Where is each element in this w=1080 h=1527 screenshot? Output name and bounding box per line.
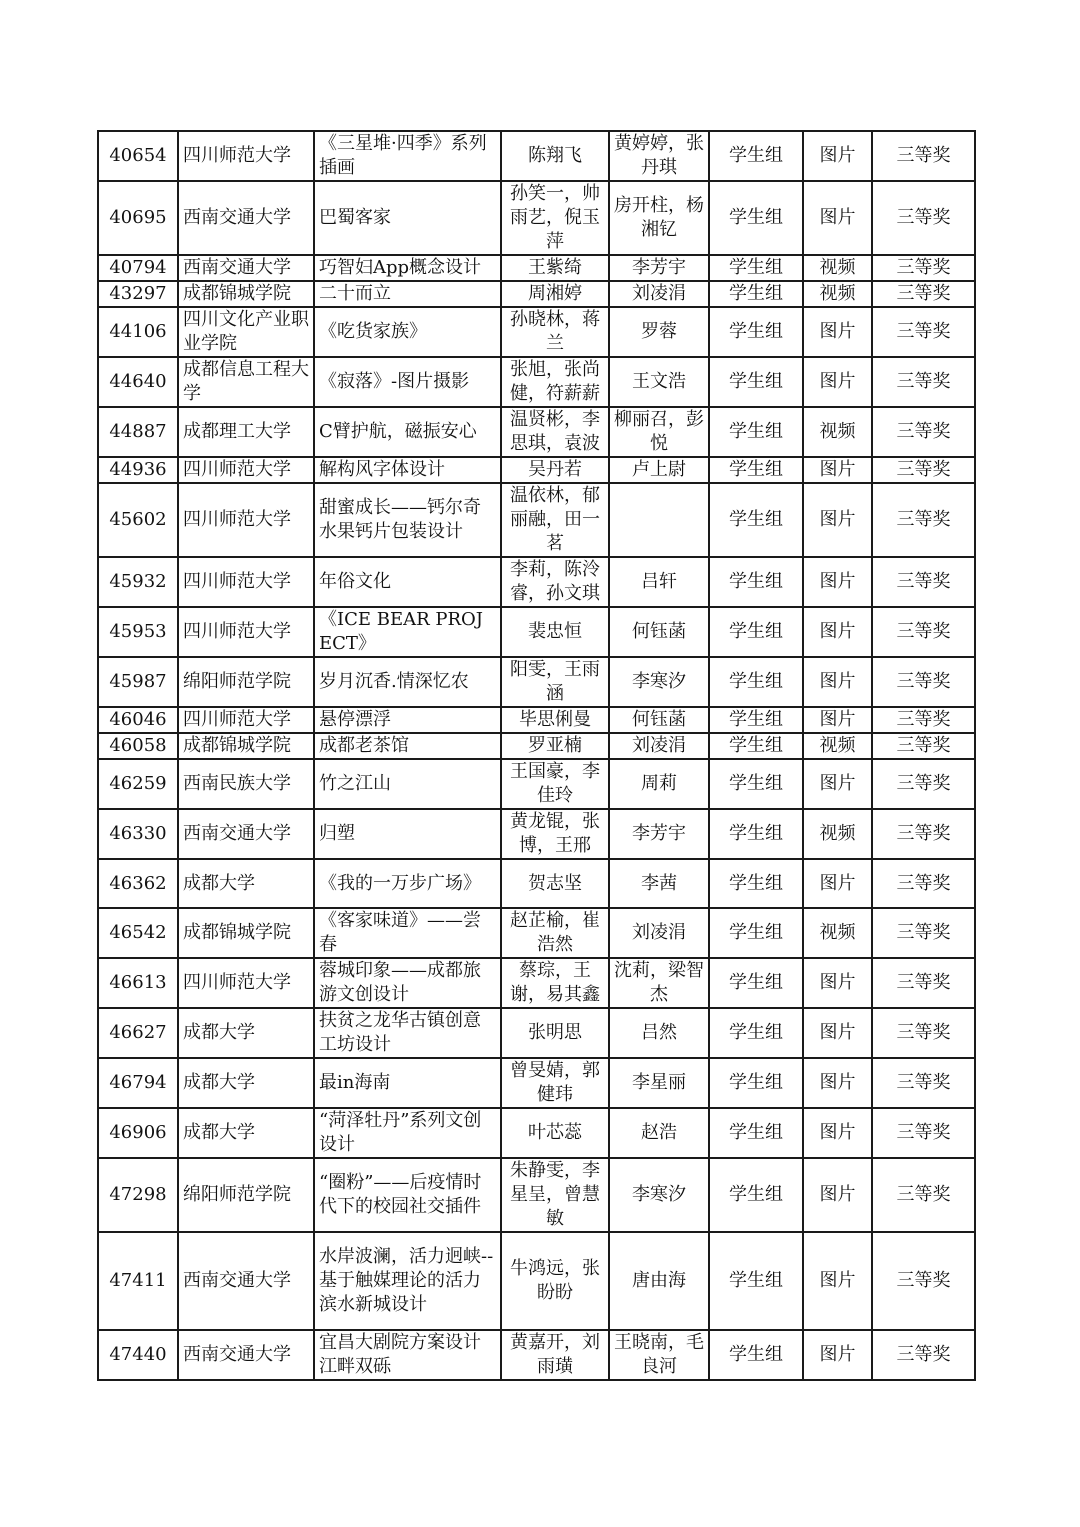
school-cell: 成都锦城学院 <box>178 733 314 759</box>
group-cell: 学生组 <box>709 255 803 281</box>
award-cell: 三等奖 <box>872 809 975 859</box>
type-cell: 图片 <box>803 457 872 483</box>
award-cell: 三等奖 <box>872 357 975 407</box>
work-title-cell: 《我的一万步广场》 <box>314 859 501 908</box>
table-row <box>98 181 975 255</box>
type-cell: 图片 <box>803 1008 872 1058</box>
school-cell: 四川文化产业职业学院 <box>178 307 314 357</box>
entry-id-cell: 47411 <box>98 1232 178 1330</box>
authors-cell: 赵芷榆，崔浩然 <box>501 908 609 958</box>
school-cell: 西南民族大学 <box>178 759 314 809</box>
entry-id-cell: 44640 <box>98 357 178 407</box>
entry-id-cell: 47440 <box>98 1330 178 1380</box>
table-row <box>98 657 975 707</box>
type-cell: 图片 <box>803 958 872 1008</box>
school-cell: 西南交通大学 <box>178 809 314 859</box>
type-cell: 视频 <box>803 255 872 281</box>
award-cell: 三等奖 <box>872 181 975 255</box>
award-cell: 三等奖 <box>872 859 975 908</box>
entry-id-cell: 45602 <box>98 483 178 557</box>
school-cell: 成都理工大学 <box>178 407 314 457</box>
authors-cell: 温依林，郁丽融，田一茗 <box>501 483 609 557</box>
work-title-cell: 成都老茶馆 <box>314 733 501 759</box>
type-cell: 图片 <box>803 657 872 707</box>
entry-id-cell: 46906 <box>98 1108 178 1158</box>
table-row <box>98 958 975 1008</box>
group-cell: 学生组 <box>709 707 803 733</box>
type-cell: 视频 <box>803 908 872 958</box>
authors-cell: 曾旻婧，郭健玮 <box>501 1058 609 1108</box>
table-row <box>98 759 975 809</box>
group-cell: 学生组 <box>709 733 803 759</box>
work-title-cell: C臂护航，磁振安心 <box>314 407 501 457</box>
table-row <box>98 1158 975 1232</box>
advisor-cell: 李星丽 <box>609 1058 709 1108</box>
table-row <box>98 1058 975 1108</box>
group-cell: 学生组 <box>709 1232 803 1330</box>
type-cell: 图片 <box>803 607 872 657</box>
work-title-cell: “菏泽牡丹”系列文创设计 <box>314 1108 501 1158</box>
group-cell: 学生组 <box>709 759 803 809</box>
school-cell: 四川师范大学 <box>178 707 314 733</box>
work-title-cell: 《寂落》-图片摄影 <box>314 357 501 407</box>
group-cell: 学生组 <box>709 958 803 1008</box>
entry-id-cell: 47298 <box>98 1158 178 1232</box>
award-cell: 三等奖 <box>872 131 975 181</box>
work-title-cell: 年俗文化 <box>314 557 501 607</box>
school-cell: 四川师范大学 <box>178 457 314 483</box>
table-row <box>98 407 975 457</box>
work-title-cell: 岁月沉香.情深忆农 <box>314 657 501 707</box>
table-row <box>98 281 975 307</box>
group-cell: 学生组 <box>709 357 803 407</box>
award-cell: 三等奖 <box>872 281 975 307</box>
type-cell: 图片 <box>803 131 872 181</box>
advisor-cell: 李茜 <box>609 859 709 908</box>
school-cell: 成都锦城学院 <box>178 281 314 307</box>
group-cell: 学生组 <box>709 1058 803 1108</box>
type-cell: 图片 <box>803 707 872 733</box>
school-cell: 成都大学 <box>178 859 314 908</box>
entry-id-cell: 40695 <box>98 181 178 255</box>
entry-id-cell: 45932 <box>98 557 178 607</box>
award-cell: 三等奖 <box>872 1058 975 1108</box>
award-cell: 三等奖 <box>872 1108 975 1158</box>
work-title-cell: “圈粉”——后疫情时代下的校园社交插件 <box>314 1158 501 1232</box>
table-row <box>98 809 975 859</box>
advisor-cell: 刘凌涓 <box>609 908 709 958</box>
entry-id-cell: 43297 <box>98 281 178 307</box>
table-row <box>98 1330 975 1380</box>
type-cell: 图片 <box>803 1330 872 1380</box>
authors-cell: 周湘婷 <box>501 281 609 307</box>
table-row <box>98 457 975 483</box>
advisor-cell: 周莉 <box>609 759 709 809</box>
work-title-cell: 蓉城印象——成都旅游文创设计 <box>314 958 501 1008</box>
award-cell: 三等奖 <box>872 483 975 557</box>
group-cell: 学生组 <box>709 809 803 859</box>
work-title-cell: 《客家味道》——尝春 <box>314 908 501 958</box>
group-cell: 学生组 <box>709 1008 803 1058</box>
authors-cell: 朱静雯，李星呈，曾慧敏 <box>501 1158 609 1232</box>
award-cell: 三等奖 <box>872 657 975 707</box>
table-row <box>98 859 975 908</box>
award-cell: 三等奖 <box>872 407 975 457</box>
entry-id-cell: 45987 <box>98 657 178 707</box>
authors-cell: 黄嘉开，刘雨璜 <box>501 1330 609 1380</box>
advisor-cell: 刘凌涓 <box>609 281 709 307</box>
type-cell: 图片 <box>803 1108 872 1158</box>
advisor-cell: 何钰菡 <box>609 707 709 733</box>
work-title-cell: 悬停漂浮 <box>314 707 501 733</box>
school-cell: 成都大学 <box>178 1008 314 1058</box>
group-cell: 学生组 <box>709 657 803 707</box>
work-title-cell: 水岸波澜，活力迥峡--基于触媒理论的活力滨水新城设计 <box>314 1232 501 1330</box>
advisor-cell: 唐由海 <box>609 1232 709 1330</box>
authors-cell: 毕思俐曼 <box>501 707 609 733</box>
type-cell: 图片 <box>803 859 872 908</box>
authors-cell: 张旭，张尚健，符薪薪 <box>501 357 609 407</box>
entry-id-cell: 46542 <box>98 908 178 958</box>
type-cell: 视频 <box>803 281 872 307</box>
entry-id-cell: 46330 <box>98 809 178 859</box>
school-cell: 四川师范大学 <box>178 958 314 1008</box>
group-cell: 学生组 <box>709 1108 803 1158</box>
advisor-cell: 黄婷婷，张丹琪 <box>609 131 709 181</box>
authors-cell: 王紫绮 <box>501 255 609 281</box>
table-row <box>98 908 975 958</box>
table-row <box>98 733 975 759</box>
group-cell: 学生组 <box>709 557 803 607</box>
entry-id-cell: 45953 <box>98 607 178 657</box>
work-title-cell: 宜昌大剧院方案设计 江畔双砾 <box>314 1330 501 1380</box>
award-cell: 三等奖 <box>872 908 975 958</box>
entry-id-cell: 40794 <box>98 255 178 281</box>
type-cell: 图片 <box>803 181 872 255</box>
authors-cell: 孙晓林，蒋兰 <box>501 307 609 357</box>
advisor-cell: 赵浩 <box>609 1108 709 1158</box>
authors-cell: 张明思 <box>501 1008 609 1058</box>
type-cell: 图片 <box>803 1158 872 1232</box>
school-cell: 西南交通大学 <box>178 181 314 255</box>
work-title-cell: 最in海南 <box>314 1058 501 1108</box>
advisor-cell: 何钰菡 <box>609 607 709 657</box>
table-row <box>98 607 975 657</box>
advisor-cell: 卢上尉 <box>609 457 709 483</box>
award-cell: 三等奖 <box>872 1232 975 1330</box>
school-cell: 四川师范大学 <box>178 607 314 657</box>
school-cell: 绵阳师范学院 <box>178 657 314 707</box>
authors-cell: 裴忠恒 <box>501 607 609 657</box>
award-cell: 三等奖 <box>872 557 975 607</box>
type-cell: 图片 <box>803 759 872 809</box>
award-cell: 三等奖 <box>872 733 975 759</box>
school-cell: 成都信息工程大学 <box>178 357 314 407</box>
authors-cell: 陈翔飞 <box>501 131 609 181</box>
award-cell: 三等奖 <box>872 759 975 809</box>
advisor-cell: 李寒汐 <box>609 1158 709 1232</box>
entry-id-cell: 46794 <box>98 1058 178 1108</box>
authors-cell: 贺志坚 <box>501 859 609 908</box>
authors-cell: 温贤彬，李思琪，袁波 <box>501 407 609 457</box>
work-title-cell: 扶贫之龙华古镇创意工坊设计 <box>314 1008 501 1058</box>
authors-cell: 阳雯，王雨涵 <box>501 657 609 707</box>
entry-id-cell: 46058 <box>98 733 178 759</box>
advisor-cell: 李芳宇 <box>609 809 709 859</box>
group-cell: 学生组 <box>709 181 803 255</box>
type-cell: 视频 <box>803 809 872 859</box>
advisor-cell: 房开柱，杨湘钇 <box>609 181 709 255</box>
school-cell: 成都锦城学院 <box>178 908 314 958</box>
school-cell: 四川师范大学 <box>178 557 314 607</box>
work-title-cell: 甜蜜成长——钙尔奇水果钙片包装设计 <box>314 483 501 557</box>
authors-cell: 蔡琮，王谢，易其鑫 <box>501 958 609 1008</box>
school-cell: 西南交通大学 <box>178 255 314 281</box>
entry-id-cell: 46046 <box>98 707 178 733</box>
table-row <box>98 357 975 407</box>
entry-id-cell: 46362 <box>98 859 178 908</box>
advisor-cell: 柳丽召，彭悦 <box>609 407 709 457</box>
work-title-cell: 解构风字体设计 <box>314 457 501 483</box>
type-cell: 视频 <box>803 733 872 759</box>
advisor-cell: 王晓南，毛良河 <box>609 1330 709 1380</box>
advisor-cell: 吕轩 <box>609 557 709 607</box>
table-body <box>98 131 975 1380</box>
advisor-cell: 刘凌涓 <box>609 733 709 759</box>
type-cell: 视频 <box>803 407 872 457</box>
award-cell: 三等奖 <box>872 958 975 1008</box>
type-cell: 图片 <box>803 357 872 407</box>
type-cell: 图片 <box>803 1058 872 1108</box>
award-cell: 三等奖 <box>872 607 975 657</box>
authors-cell: 牛鸿远，张盼盼 <box>501 1232 609 1330</box>
group-cell: 学生组 <box>709 1158 803 1232</box>
advisor-cell <box>609 483 709 557</box>
work-title-cell: 巧智妇App概念设计 <box>314 255 501 281</box>
award-cell: 三等奖 <box>872 255 975 281</box>
school-cell: 四川师范大学 <box>178 483 314 557</box>
group-cell: 学生组 <box>709 859 803 908</box>
group-cell: 学生组 <box>709 407 803 457</box>
awards-table <box>97 130 976 1381</box>
award-cell: 三等奖 <box>872 707 975 733</box>
school-cell: 成都大学 <box>178 1108 314 1158</box>
table-row <box>98 1008 975 1058</box>
group-cell: 学生组 <box>709 307 803 357</box>
award-cell: 三等奖 <box>872 1158 975 1232</box>
authors-cell: 叶芯蕊 <box>501 1108 609 1158</box>
work-title-cell: 二十而立 <box>314 281 501 307</box>
school-cell: 绵阳师范学院 <box>178 1158 314 1232</box>
advisor-cell: 王文浩 <box>609 357 709 407</box>
table-row <box>98 483 975 557</box>
work-title-cell: 《三星堆·四季》系列插画 <box>314 131 501 181</box>
advisor-cell: 李芳宇 <box>609 255 709 281</box>
award-cell: 三等奖 <box>872 457 975 483</box>
entry-id-cell: 46613 <box>98 958 178 1008</box>
entry-id-cell: 46259 <box>98 759 178 809</box>
table-row <box>98 1108 975 1158</box>
group-cell: 学生组 <box>709 457 803 483</box>
table-row <box>98 131 975 181</box>
entry-id-cell: 46627 <box>98 1008 178 1058</box>
group-cell: 学生组 <box>709 908 803 958</box>
table-row <box>98 707 975 733</box>
award-cell: 三等奖 <box>872 307 975 357</box>
group-cell: 学生组 <box>709 281 803 307</box>
authors-cell: 孙笑一，帅雨艺，倪玉萍 <box>501 181 609 255</box>
advisor-cell: 吕然 <box>609 1008 709 1058</box>
award-cell: 三等奖 <box>872 1008 975 1058</box>
type-cell: 图片 <box>803 557 872 607</box>
type-cell: 图片 <box>803 1232 872 1330</box>
authors-cell: 罗亚楠 <box>501 733 609 759</box>
group-cell: 学生组 <box>709 607 803 657</box>
table-row <box>98 255 975 281</box>
type-cell: 图片 <box>803 307 872 357</box>
group-cell: 学生组 <box>709 1330 803 1380</box>
work-title-cell: 巴蜀客家 <box>314 181 501 255</box>
entry-id-cell: 40654 <box>98 131 178 181</box>
table-row <box>98 1232 975 1330</box>
advisor-cell: 李寒汐 <box>609 657 709 707</box>
advisor-cell: 罗蓉 <box>609 307 709 357</box>
award-cell: 三等奖 <box>872 1330 975 1380</box>
entry-id-cell: 44887 <box>98 407 178 457</box>
table-row <box>98 557 975 607</box>
authors-cell: 王国豪，李佳玲 <box>501 759 609 809</box>
group-cell: 学生组 <box>709 483 803 557</box>
school-cell: 西南交通大学 <box>178 1330 314 1380</box>
advisor-cell: 沈莉，梁智杰 <box>609 958 709 1008</box>
work-title-cell: 竹之江山 <box>314 759 501 809</box>
school-cell: 西南交通大学 <box>178 1232 314 1330</box>
entry-id-cell: 44936 <box>98 457 178 483</box>
entry-id-cell: 44106 <box>98 307 178 357</box>
group-cell: 学生组 <box>709 131 803 181</box>
work-title-cell: 归塑 <box>314 809 501 859</box>
school-cell: 四川师范大学 <box>178 131 314 181</box>
authors-cell: 吴丹若 <box>501 457 609 483</box>
authors-cell: 李莉，陈泠睿，孙文琪 <box>501 557 609 607</box>
authors-cell: 黄龙锟，张博，王邢 <box>501 809 609 859</box>
work-title-cell: 《ICE BEAR PROJECT》 <box>314 607 501 657</box>
table-row <box>98 307 975 357</box>
school-cell: 成都大学 <box>178 1058 314 1108</box>
type-cell: 图片 <box>803 483 872 557</box>
work-title-cell: 《吃货家族》 <box>314 307 501 357</box>
